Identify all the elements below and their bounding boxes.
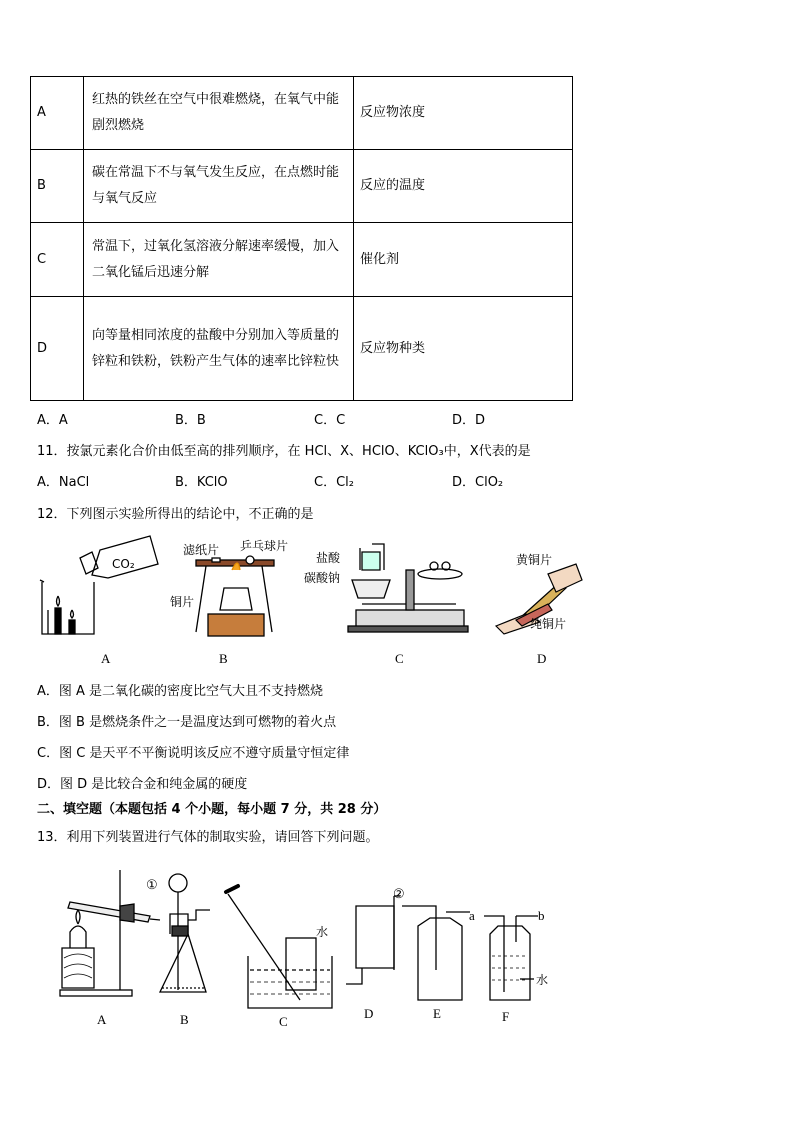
q10-option-a[interactable]: A．A [37, 413, 68, 428]
mark-2: ② [393, 886, 405, 901]
q12-stem: 12．下列图示实验所得出的结论中，不正确的是 [37, 507, 314, 522]
row-text: 常温下，过氧化氢溶液分解速率缓慢，加入二氧化锰后迅速分解 [84, 223, 354, 297]
section-title: 二、填空题（本题包括 4 个小题，每小题 7 分，共 28 分） [37, 802, 387, 817]
table-row [31, 150, 573, 223]
q10-option-d[interactable]: D．D [452, 413, 486, 428]
table-row [31, 223, 573, 297]
row-text: 碳在常温下不与氧气发生反应，在点燃时能与氧气反应 [84, 150, 354, 223]
q12-figure [0, 530, 794, 670]
q13-caption-b: B [180, 1012, 189, 1027]
apparatus-b-illustration [160, 874, 210, 992]
row-text: 向等量相同浓度的盐酸中分别加入等质量的锌粒和铁粉，铁粉产生气体的速率比锌粒快 [84, 297, 354, 401]
water-label-f: 水 [536, 973, 549, 987]
apparatus-e-illustration [402, 906, 470, 1000]
apparatus-f-illustration [484, 916, 538, 1000]
copper-sheet-label: 铜片 [170, 595, 195, 609]
pingpong-label: 乒乓球片 [240, 539, 289, 553]
fig-caption-c: C [395, 651, 404, 666]
table-row [31, 297, 573, 401]
brass-label: 黄铜片 [516, 553, 553, 567]
hcl-label: 盐酸 [316, 551, 341, 565]
q11-option-c[interactable]: C．Cl₂ [314, 475, 354, 490]
co2-label: CO₂ [112, 557, 135, 571]
fig-caption-b: B [219, 651, 228, 666]
q10-option-b[interactable]: B．B [175, 413, 206, 428]
row-key: C [31, 223, 84, 297]
pure-copper-label: 纯铜片 [530, 617, 567, 631]
apparatus-a-illustration [60, 870, 160, 996]
port-b-label: b [538, 908, 545, 923]
q13-caption-c: C [279, 1014, 288, 1029]
water-label-c: 水 [316, 925, 329, 939]
row-factor: 反应物浓度 [354, 77, 573, 150]
q13-caption-d: D [364, 1006, 374, 1021]
balance-illustration [348, 544, 468, 632]
row-factor: 反应的温度 [354, 150, 573, 223]
q13-stem: 13．利用下列装置进行气体的制取实验，请回答下列问题。 [37, 830, 379, 845]
q13-caption-e: E [433, 1006, 441, 1021]
fig-caption-d: D [537, 651, 547, 666]
row-key: A [31, 77, 84, 150]
row-key: D [31, 297, 84, 401]
row-factor: 反应物种类 [354, 297, 573, 401]
q12-option-d[interactable]: D．图 D 是比较合金和纯金属的硬度 [37, 777, 248, 792]
q11-stem: 11．按氯元素化合价由低至高的排列顺序，在 HCl、X、HClO、KClO₃中，X代表的是 [37, 444, 531, 459]
q11-option-d[interactable]: D．ClO₂ [452, 475, 504, 490]
row-key: B [31, 150, 84, 223]
q12-option-b[interactable]: B．图 B 是燃烧条件之一是温度达到可燃物的着火点 [37, 715, 337, 730]
q11-option-a[interactable]: A．NaCl [37, 475, 90, 490]
fig-caption-a: A [101, 651, 111, 666]
q13-caption-f: F [502, 1009, 510, 1024]
na2co3-label: 碳酸钠 [304, 571, 341, 585]
tripod-copper-illustration [196, 556, 274, 636]
q13-figure [0, 860, 794, 1035]
q10-table [30, 76, 573, 401]
apparatus-d-illustration [346, 896, 400, 984]
mark-1: ① [146, 877, 158, 892]
q12-option-a[interactable]: A．图 A 是二氧化碳的密度比空气大且不支持燃烧 [37, 684, 324, 699]
q13-caption-a: A [97, 1012, 107, 1027]
table-row [31, 77, 573, 150]
port-a-label: a [469, 908, 475, 923]
row-text: 红热的铁丝在空气中很难燃烧，在氧气中能剧烈燃烧 [84, 77, 354, 150]
q12-option-c[interactable]: C．图 C 是天平不平衡说明该反应不遵守质量守恒定律 [37, 746, 350, 761]
beaker-candles-illustration [40, 536, 158, 634]
q10-option-c[interactable]: C．C [314, 413, 346, 428]
filter-paper-label: 滤纸片 [183, 543, 220, 557]
q11-option-b[interactable]: B．KClO [175, 475, 228, 490]
row-factor: 催化剂 [354, 223, 573, 297]
apparatus-c-illustration [226, 886, 332, 1008]
